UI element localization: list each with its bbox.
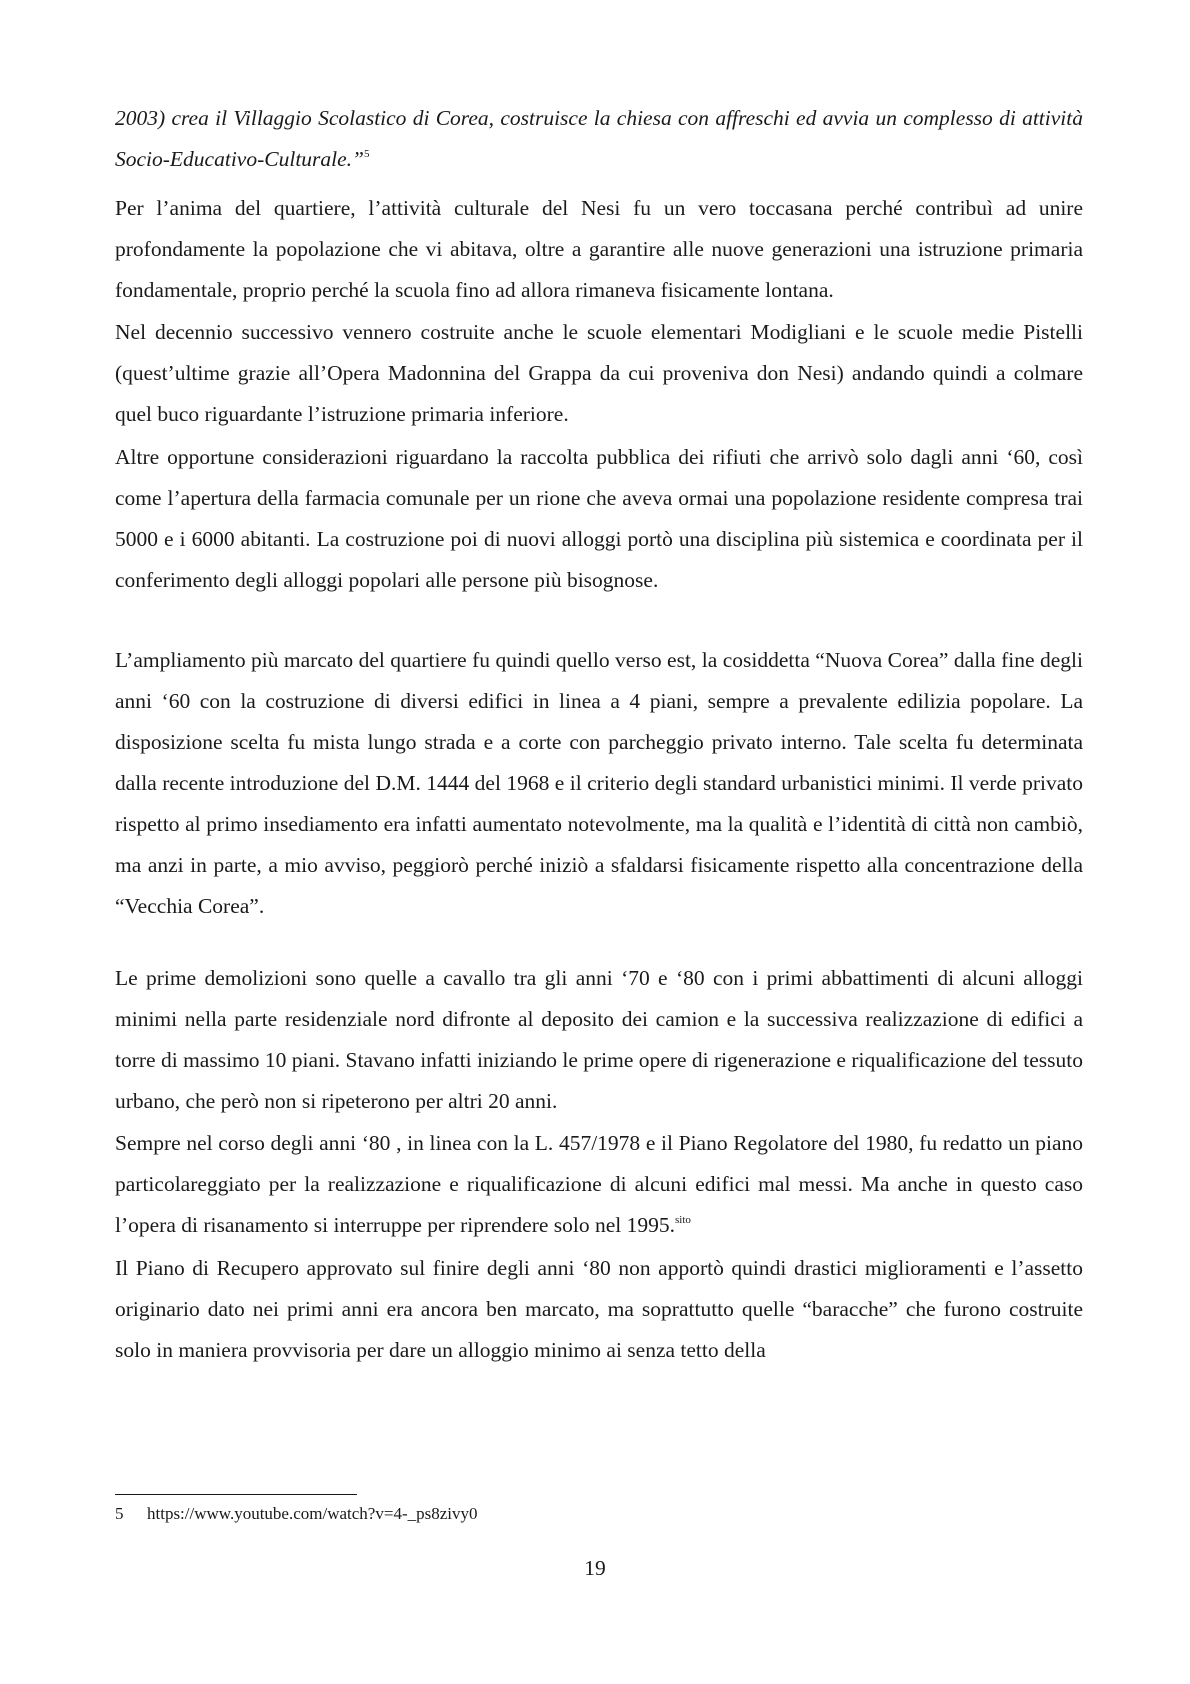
paragraph-3: Altre opportune considerazioni riguardano la raccolta pubblica dei rifiuti che arrivò solo dagli anni ‘60, così come l’apertura della farmacia comunale per un rione che aveva ormai una popolazione residente compresa trai 5000 e i 6000 abitanti. La costruzione poi di nuovi alloggi portò una disciplina più sistemica e coordinata per il conferimento degli alloggi popolari alle persone più bisognose. xyxy=(115,445,1083,592)
quote-text: 2003) crea il Villaggio Scolastico di Corea, costruisce la chiesa con affreschi ed avvia un complesso di attività Socio-Educativo-Culturale.” xyxy=(115,106,1083,171)
paragraph-4: L’ampliamento più marcato del quartiere fu quindi quello verso est, la cosiddetta “Nuova Corea” dalla fine degli anni ‘60 con la costruzione di diversi edifici in linea a 4 piani, sempre a prevalente edilizia popolare. La disposizione scelta fu mista lungo strada e a corte con parcheggio privato interno. Tale scelta fu determinata dalla recente introduzione del D.M. 1444 del 1968 e il criterio degli standard urbanistici minimi. Il verde privato rispetto al primo insediamento era infatti aumentato notevolmente, ma la qualità e l’identità di città non cambiò, ma anzi in parte, a mio avviso, peggiorò perché iniziò a sfaldarsi fisicamente rispetto alla concentrazione della “Vecchia Corea”. xyxy=(115,648,1083,918)
footnote xyxy=(115,1502,478,1526)
paragraph-2: Nel decennio successivo vennero costruite anche le scuole elementari Modigliani e le scuole medie Pistelli (quest’ultime grazie all’Opera Madonnina del Grappa da cui proveniva don Nesi) andando quindi a colmare quel buco riguardante l’istruzione primaria inferiore. xyxy=(115,320,1083,426)
paragraph-6 xyxy=(115,1123,1083,1246)
footnote-ref-5[interactable]: 5 xyxy=(364,148,370,160)
paragraph-5: Le prime demolizioni sono quelle a cavallo tra gli anni ‘70 e ‘80 con i primi abbattimenti di alcuni alloggi minimi nella parte residenziale nord difronte al deposito dei camion e la successiva realizzazione di edifici a torre di massimo 10 piani. Stavano infatti iniziando le prime opere di rigenerazione e riqualificazione del tessuto urbano, che però non si ripeterono per altri 20 anni. xyxy=(115,966,1083,1113)
paragraph-1: Per l’anima del quartiere, l’attività culturale del Nesi fu un vero toccasana perché contribuì ad unire profondamente la popolazione che vi abitava, oltre a garantire alle nuove generazioni una istruzione primaria fondamentale, proprio perché la scuola fino ad allora rimaneva fisicamente lontana. xyxy=(115,196,1083,302)
footnote-number: 5 xyxy=(115,1504,124,1523)
quote-paragraph xyxy=(115,98,1083,180)
footnote-link[interactable]: https://www.youtube.com/watch?v=4-_ps8zivy0 xyxy=(147,1504,478,1523)
paragraph-7: Il Piano di Recupero approvato sul finire degli anni ‘80 non apportò quindi drastici miglioramenti e l’assetto originario dato nei primi anni era ancora ben marcato, ma soprattutto quelle “baracche” che furono costruite solo in maniera provvisoria per dare un alloggio minimo ai senza tetto della xyxy=(115,1256,1083,1362)
paragraph-6-text: Sempre nel corso degli anni ‘80 , in linea con la L. 457/1978 e il Piano Regolatore del 1980, fu redatto un piano particolareggiato per la realizzazione e riqualificazione di alcuni edifici mal messi. Ma anche in questo caso l’opera di risanamento si interruppe per riprendere solo nel 1995. xyxy=(115,1131,1083,1237)
footnote-separator xyxy=(115,1494,357,1495)
sito-ref: sito xyxy=(675,1214,691,1226)
page-number: 19 xyxy=(584,1556,606,1580)
